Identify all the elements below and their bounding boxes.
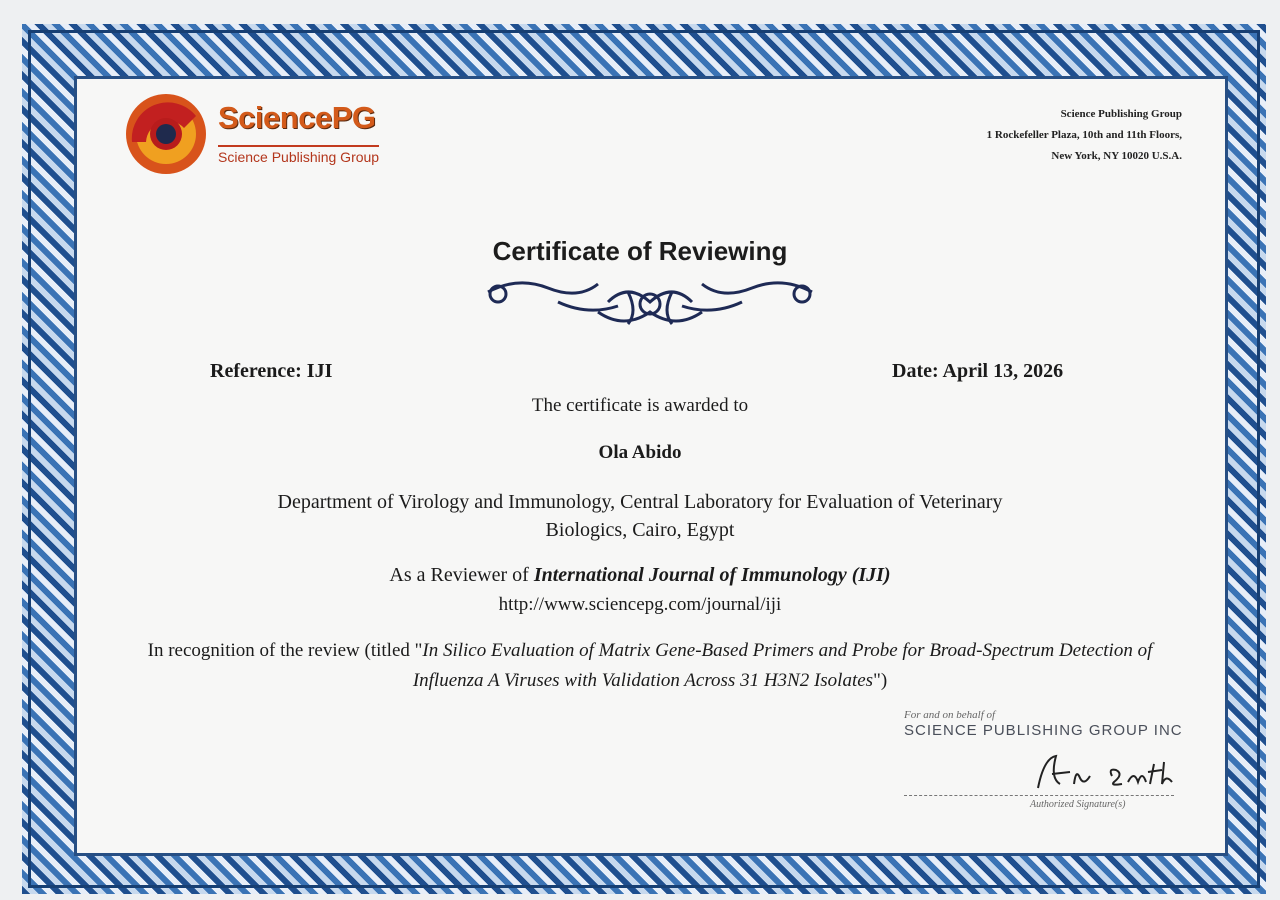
certificate-body xyxy=(74,76,1228,856)
address-line-1: Science Publishing Group xyxy=(1060,108,1182,120)
department-line-1: Department of Virology and Immunology, Central Laboratory for Evaluation of Veterinary xyxy=(277,491,1003,513)
date-label: Date: April 13, 2026 xyxy=(892,360,1064,382)
department-line-2: Biologics, Cairo, Egypt xyxy=(545,519,735,541)
signature-label: Authorized Signature(s) xyxy=(1030,799,1126,810)
recognition-statement xyxy=(130,636,1170,696)
ornament-icon xyxy=(478,272,822,334)
reviewer-prefix: As a Reviewer xyxy=(389,564,508,586)
reviewer-statement xyxy=(0,564,1280,587)
signature-icon xyxy=(1030,748,1180,796)
paper-title: In Silico Evaluation of Matrix Gene-Based Primers and Probe for Broad-Spectrum Detection of Influenza A Viruses with Validation Across 31 H3N2 Isolates xyxy=(412,640,1153,691)
department-affiliation xyxy=(0,488,1280,544)
logo-subtitle: Science Publishing Group xyxy=(218,145,379,165)
reviewer-of: of xyxy=(507,564,534,586)
logo-wordmark: SciencePG xyxy=(218,100,376,135)
awarded-text: The certificate is awarded to xyxy=(531,395,749,416)
journal-name: International Journal of Immunology (IJI) xyxy=(533,564,891,586)
recognition-suffix: ") xyxy=(873,670,888,691)
company-stamp: SCIENCE PUBLISHING GROUP INC xyxy=(904,722,1183,739)
address-line-2: 1 Rockefeller Plaza, 10th and 11th Floors, xyxy=(986,129,1182,141)
publisher-address xyxy=(987,104,1182,167)
behalf-label: For and on behalf of xyxy=(904,709,996,721)
reference-label: Reference: IJI xyxy=(210,360,333,382)
journal-url: http://www.sciencepg.com/journal/iji xyxy=(498,594,782,615)
address-line-3: New York, NY 10020 U.S.A. xyxy=(1051,150,1182,162)
certificate-title: Certificate of Reviewing xyxy=(492,236,788,266)
recognition-prefix: In recognition of the review (titled " xyxy=(147,640,423,661)
recipient-name: Ola Abido xyxy=(598,442,682,463)
signature-line xyxy=(904,795,1174,796)
